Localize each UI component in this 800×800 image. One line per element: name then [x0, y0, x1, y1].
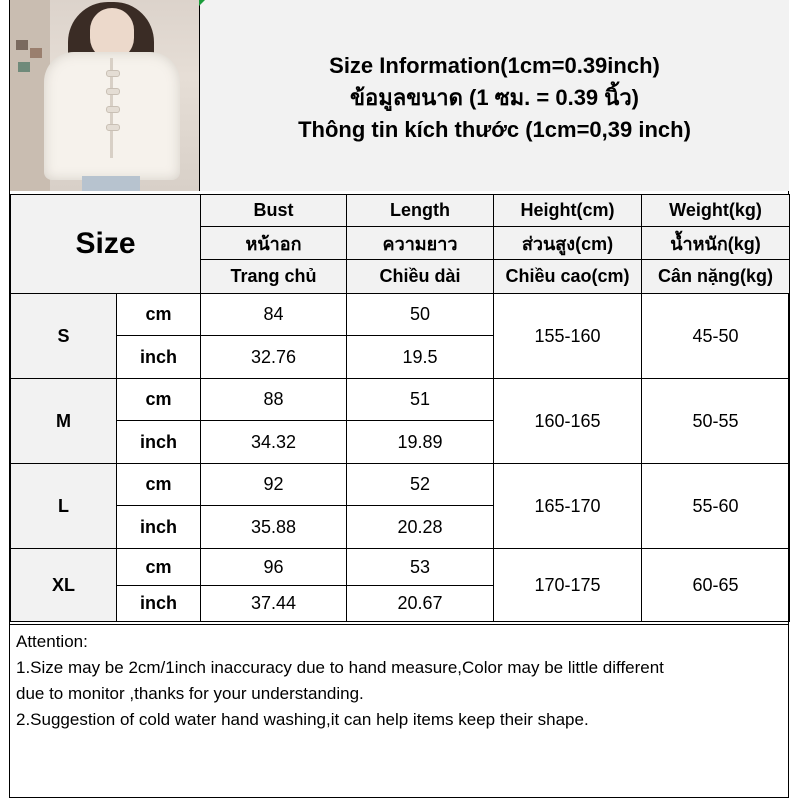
- title-thai: ข้อมูลขนาด (1 ซม. = 0.39 นิ้ว): [349, 85, 639, 110]
- unit-cm: cm: [117, 294, 201, 336]
- attention-notes: [10, 624, 788, 797]
- weight-range: 60-65: [642, 549, 790, 622]
- unit-cm: cm: [117, 464, 201, 506]
- size-s: S: [11, 294, 117, 379]
- length-inch: 20.67: [347, 586, 494, 622]
- unit-cm: cm: [117, 379, 201, 421]
- table-row: [11, 294, 790, 336]
- col-weight-th: น้ำหนัก(kg): [642, 227, 790, 260]
- note-line-1a: 1.Size may be 2cm/1inch inaccuracy due to hand measure,Color may be little different: [16, 658, 664, 677]
- length-cm: 53: [347, 549, 494, 586]
- col-length-th: ความยาว: [347, 227, 494, 260]
- corner-mark-icon: [199, 0, 205, 6]
- height-range: 170-175: [494, 549, 642, 622]
- title-english: Size Information(1cm=0.39inch): [329, 53, 660, 78]
- height-range: 165-170: [494, 464, 642, 549]
- bust-inch: 34.32: [201, 421, 347, 464]
- length-cm: 51: [347, 379, 494, 421]
- weight-range: 55-60: [642, 464, 790, 549]
- col-length-vi: Chiều dài: [347, 260, 494, 294]
- col-weight-vi: Cân nặng(kg): [642, 260, 790, 294]
- bust-cm: 96: [201, 549, 347, 586]
- unit-inch: inch: [117, 586, 201, 622]
- table-row: [11, 464, 790, 506]
- notes-heading: Attention:: [16, 632, 88, 651]
- bust-inch: 32.76: [201, 336, 347, 379]
- col-bust-th: หน้าอก: [201, 227, 347, 260]
- bust-inch: 37.44: [201, 586, 347, 622]
- note-line-1b: due to monitor ,thanks for your understanding.: [16, 684, 364, 703]
- length-inch: 19.89: [347, 421, 494, 464]
- bust-cm: 88: [201, 379, 347, 421]
- size-l: L: [11, 464, 117, 549]
- product-photo: [10, 0, 199, 191]
- unit-inch: inch: [117, 336, 201, 379]
- title-vietnamese: Thông tin kích thước (1cm=0,39 inch): [298, 117, 691, 142]
- length-inch: 19.5: [347, 336, 494, 379]
- table-row: [11, 379, 790, 421]
- col-weight-en: Weight(kg): [642, 195, 790, 227]
- size-header: Size: [11, 195, 201, 294]
- unit-inch: inch: [117, 421, 201, 464]
- unit-inch: inch: [117, 506, 201, 549]
- col-height-th: ส่วนสูง(cm): [494, 227, 642, 260]
- col-height-en: Height(cm): [494, 195, 642, 227]
- note-line-2: 2.Suggestion of cold water hand washing,it can help items keep their shape.: [16, 710, 589, 729]
- col-height-vi: Chiều cao(cm): [494, 260, 642, 294]
- length-cm: 52: [347, 464, 494, 506]
- table-row: [11, 549, 790, 586]
- col-bust-en: Bust: [201, 195, 347, 227]
- height-range: 160-165: [494, 379, 642, 464]
- bust-cm: 92: [201, 464, 347, 506]
- length-inch: 20.28: [347, 506, 494, 549]
- col-length-en: Length: [347, 195, 494, 227]
- length-cm: 50: [347, 294, 494, 336]
- unit-cm: cm: [117, 549, 201, 586]
- size-xl: XL: [11, 549, 117, 622]
- size-m: M: [11, 379, 117, 464]
- height-range: 155-160: [494, 294, 642, 379]
- weight-range: 45-50: [642, 294, 790, 379]
- bust-cm: 84: [201, 294, 347, 336]
- size-table: [10, 194, 790, 622]
- bust-inch: 35.88: [201, 506, 347, 549]
- weight-range: 50-55: [642, 379, 790, 464]
- col-bust-vi: Trang chủ: [201, 260, 347, 294]
